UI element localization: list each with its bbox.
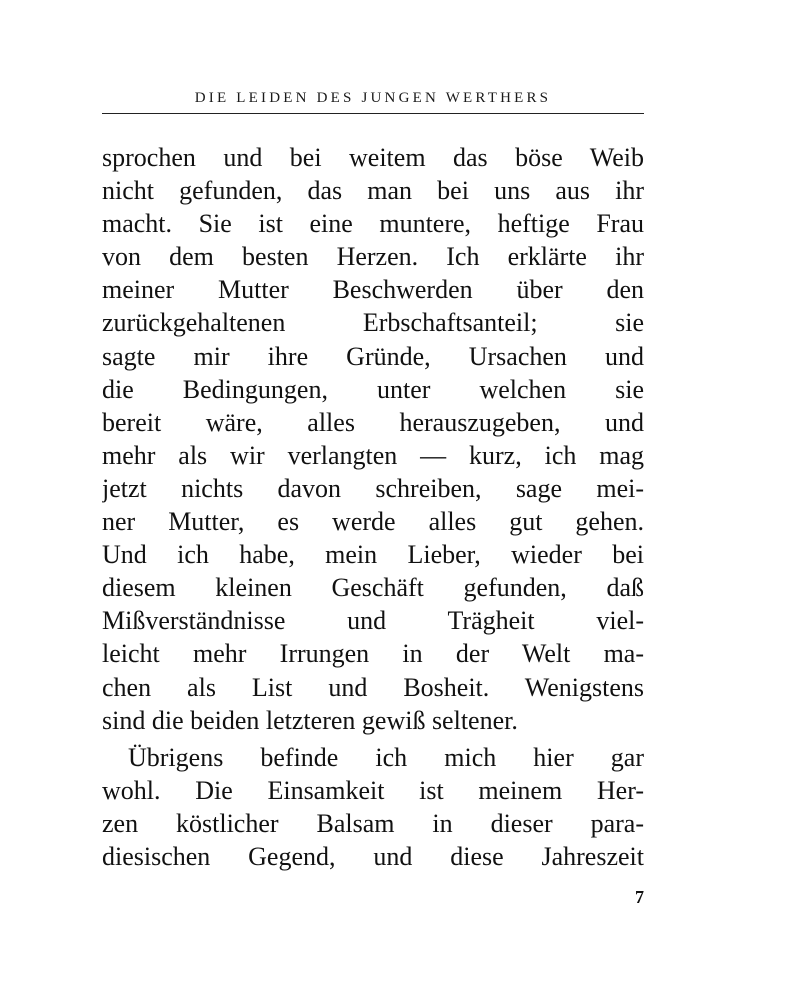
text-line: Und ich habe, mein Lieber, wieder bei [102, 540, 644, 570]
text-line: sagte mir ihre Gründe, Ursachen und [102, 341, 644, 371]
body-text [102, 141, 644, 873]
paragraph-2 [102, 741, 644, 873]
text-line: sprochen und bei weitem das böse Weib [102, 143, 644, 172]
text-line: Übrigens befinde ich mich hier gar [128, 742, 644, 772]
text-line: nicht gefunden, das man bei uns aus ihr [102, 176, 644, 206]
text-line: von dem besten Herzen. Ich erklärte ihr [102, 242, 644, 272]
text-line: ner Mutter, es werde alles gut gehen. [102, 507, 644, 537]
text-line: macht. Sie ist eine muntere, heftige Frau [102, 209, 644, 239]
page-number: 7 [635, 887, 644, 907]
text-line: meiner Mutter Beschwerden über den [102, 275, 644, 305]
text-line: wohl. Die Einsamkeit ist meinem Her- [102, 775, 644, 805]
text-line: leicht mehr Irrungen in der Welt ma- [102, 639, 644, 669]
text-line: sind die beiden letzteren gewiß seltener. [102, 705, 518, 735]
text-line: diesischen Gegend, und diese Jahreszeit [102, 841, 644, 871]
text-line: die Bedingungen, unter welchen sie [102, 374, 644, 404]
text-line: jetzt nichts davon schreiben, sage mei- [102, 473, 644, 503]
text-line: Mißverständnisse und Trägheit viel- [102, 606, 644, 636]
text-line: mehr als wir verlangten — kurz, ich mag [102, 440, 644, 470]
paragraph-1 [102, 141, 644, 737]
text-line: zen köstlicher Balsam in dieser para- [102, 808, 644, 838]
text-line: chen als List und Bosheit. Wenigstens [102, 672, 644, 702]
text-line: zurückgehaltenen Erbschaftsanteil; sie [102, 308, 644, 338]
text-line: bereit wäre, alles herauszugeben, und [102, 407, 644, 437]
text-line: diesem kleinen Geschäft gefunden, daß [102, 573, 644, 603]
running-head-title: DIE LEIDEN DES JUNGEN WERTHERS [194, 90, 552, 106]
header-rule [102, 113, 644, 114]
